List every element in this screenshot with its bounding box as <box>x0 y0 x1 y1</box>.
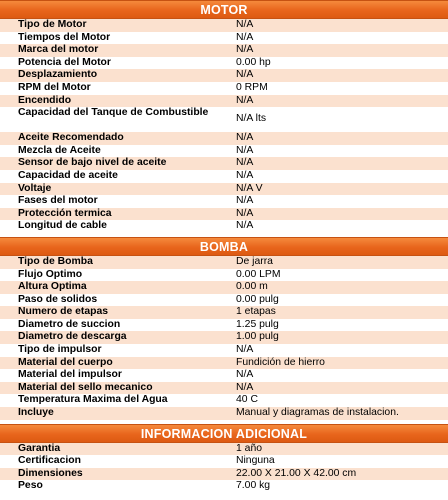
spec-row <box>0 455 448 468</box>
spec-label: Protección termica <box>18 207 112 219</box>
spec-label: Tipo de Motor <box>18 19 87 30</box>
spec-value: 40 C <box>236 394 258 406</box>
spec-row <box>0 57 448 70</box>
spec-row <box>0 132 448 145</box>
spec-value: Fundición de hierro <box>236 356 325 368</box>
spec-label: Longitud de cable <box>18 220 107 232</box>
spec-value: N/A <box>236 157 254 169</box>
spec-label: Capacidad de aceite <box>18 169 118 181</box>
spec-label: Marca del motor <box>18 44 99 56</box>
spec-label: Diametro de descarga <box>18 331 127 343</box>
spec-value: 0.00 hp <box>236 56 271 68</box>
spec-label: Tipo de impulsor <box>18 344 102 356</box>
spec-label: Dimensiones <box>18 467 83 479</box>
spec-value: N/A <box>236 144 254 156</box>
spec-value: 1 año <box>236 442 263 454</box>
spec-row <box>0 382 448 395</box>
spec-value: N/A <box>236 19 254 30</box>
spec-value: N/A <box>236 69 254 81</box>
spec-value: N/A <box>236 132 254 144</box>
spec-row <box>0 331 448 344</box>
spec-value: 1 etapas <box>236 306 276 318</box>
spec-row <box>0 306 448 319</box>
spec-row <box>0 394 448 407</box>
spec-value: 1.25 pulg <box>236 318 279 330</box>
spec-value: De jarra <box>236 255 273 267</box>
spec-row <box>0 82 448 95</box>
spec-value: N/A <box>236 31 254 43</box>
spec-row <box>0 145 448 158</box>
spec-row <box>0 107 448 132</box>
spec-label: Garantia <box>18 442 61 454</box>
section-rows-bomba <box>0 256 448 420</box>
spec-value: N/A <box>236 195 254 207</box>
spec-row <box>0 69 448 82</box>
spec-value: N/A <box>236 207 254 219</box>
spec-label: Capacidad del Tanque de Combustible <box>18 107 209 119</box>
spec-label: Incluye <box>18 407 54 419</box>
spec-value: N/A V <box>236 182 263 194</box>
spec-row <box>0 183 448 196</box>
spec-row <box>0 220 448 233</box>
spec-row <box>0 294 448 307</box>
spec-row <box>0 369 448 382</box>
spec-row <box>0 170 448 183</box>
spec-value: 0 RPM <box>236 81 268 93</box>
spec-label: Potencia del Motor <box>18 56 111 68</box>
spec-label: Material del sello mecanico <box>18 381 153 393</box>
spec-value: 0.00 m <box>236 281 268 293</box>
spec-label: Flujo Optimo <box>18 268 83 280</box>
section-header-motor: MOTOR <box>0 0 448 19</box>
spec-row <box>0 443 448 456</box>
spec-value: N/A <box>236 381 254 393</box>
spec-label: Sensor de bajo nivel de aceite <box>18 157 167 169</box>
spec-label: Paso de solidos <box>18 293 98 305</box>
spec-label: Encendido <box>18 94 72 106</box>
spec-label: Mezcla de Aceite <box>18 144 101 156</box>
spec-value: 0.00 pulg <box>236 293 279 305</box>
spec-label: Tiempos del Motor <box>18 31 111 43</box>
section-rows-informacion-adicional <box>0 443 448 493</box>
spec-label: Certificacion <box>18 455 81 467</box>
spec-label: Numero de etapas <box>18 306 109 318</box>
spec-value: 1.00 pulg <box>236 331 279 343</box>
spec-label: Voltaje <box>18 182 52 194</box>
spec-value: 22.00 X 21.00 X 42.00 cm <box>236 467 357 479</box>
section-header-bomba: BOMBA <box>0 237 448 256</box>
spec-label: Aceite Recomendado <box>18 132 124 144</box>
spec-label: Altura Optima <box>18 281 87 293</box>
spec-label: Material del cuerpo <box>18 356 113 368</box>
spec-value: Ninguna <box>236 455 275 467</box>
spec-row <box>0 157 448 170</box>
spec-row <box>0 407 448 420</box>
spec-label: RPM del Motor <box>18 81 91 93</box>
spec-row <box>0 256 448 269</box>
spec-row <box>0 344 448 357</box>
spec-row <box>0 319 448 332</box>
spec-value: N/A <box>236 169 254 181</box>
spec-row <box>0 468 448 481</box>
spec-value: N/A <box>236 94 254 106</box>
spec-label: Fases del motor <box>18 195 98 207</box>
spec-row <box>0 357 448 370</box>
spec-label: Temperatura Maxima del Agua <box>18 394 168 406</box>
spec-label: Diametro de succion <box>18 318 121 330</box>
spec-row <box>0 208 448 221</box>
spec-row <box>0 281 448 294</box>
spec-value: N/A <box>236 369 254 381</box>
section-header-informacion-adicional: INFORMACION ADICIONAL <box>0 424 448 443</box>
spec-row <box>0 269 448 282</box>
spec-label: Material del impulsor <box>18 369 122 381</box>
spec-row <box>0 195 448 208</box>
spec-label: Peso <box>18 480 43 492</box>
spec-value: Manual y diagramas de instalacion. <box>236 407 399 419</box>
section-rows-motor <box>0 19 448 233</box>
spec-row <box>0 44 448 57</box>
spec-value: N/A <box>236 44 254 56</box>
spec-value: N/A <box>236 344 254 356</box>
spec-label: Tipo de Bomba <box>18 255 93 267</box>
spec-row <box>0 480 448 493</box>
spec-value: 0.00 LPM <box>236 268 281 280</box>
spec-value: N/A <box>236 220 254 232</box>
spec-value: 7.00 kg <box>236 480 271 492</box>
spec-row <box>0 95 448 108</box>
spec-label: Desplazamiento <box>18 69 98 81</box>
spec-row <box>0 19 448 32</box>
spec-row <box>0 32 448 45</box>
spec-value: N/A lts <box>236 113 267 125</box>
